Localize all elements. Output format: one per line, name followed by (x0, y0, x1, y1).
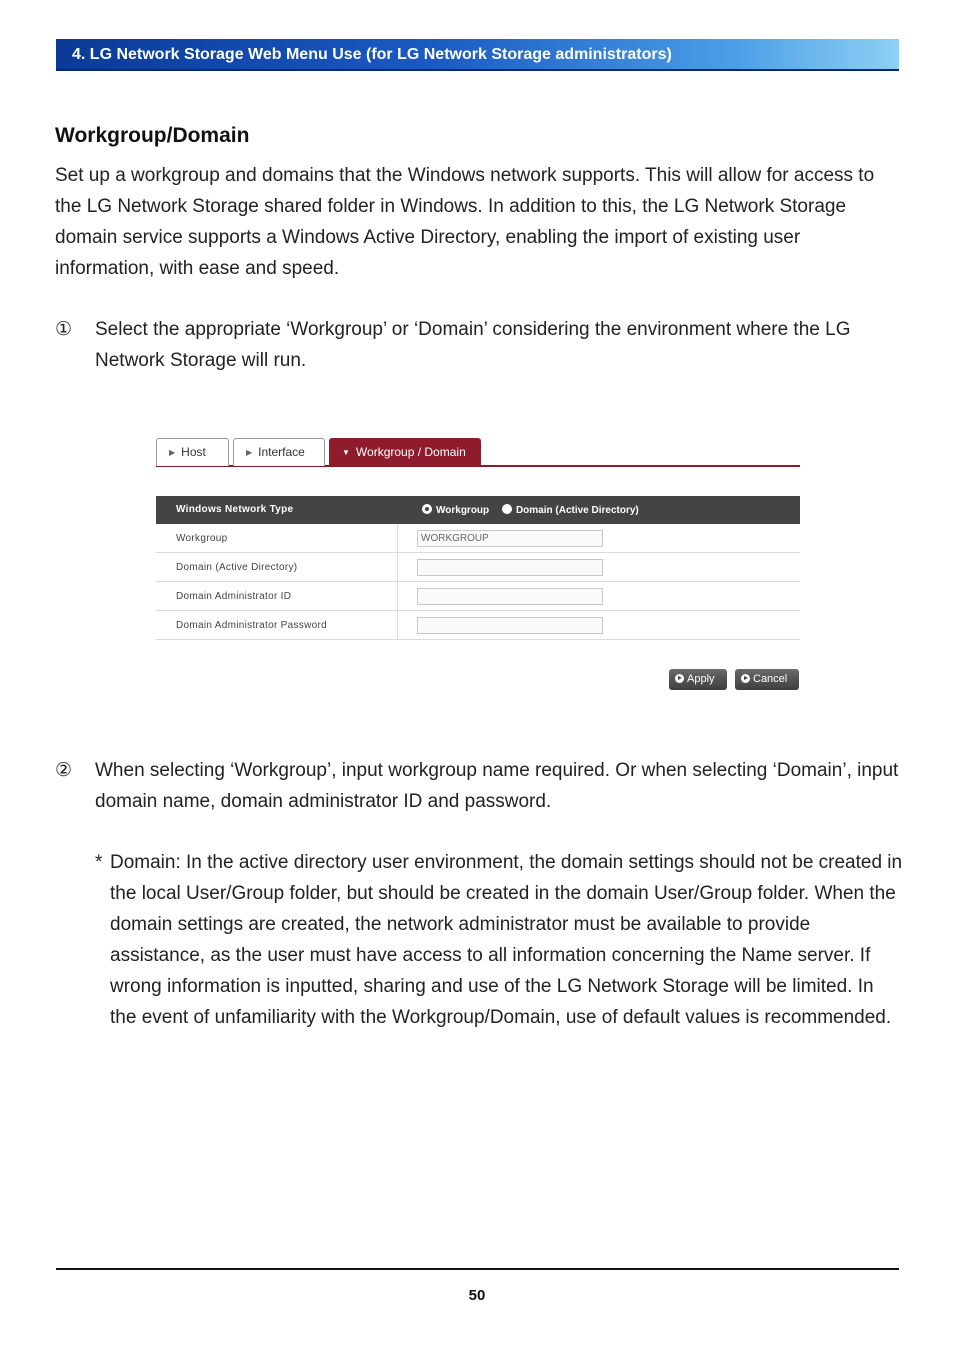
cancel-label: Cancel (753, 673, 788, 685)
step-text: When selecting ‘Workgroup’, input workgroup name required. Or when selecting ‘Domain’, input domain name, domain administrator ID and password. (95, 760, 899, 812)
step-number: ② (55, 760, 73, 781)
tab-host[interactable] (156, 438, 229, 466)
cancel-button[interactable] (735, 669, 799, 690)
radio-workgroup-label: Workgroup (436, 505, 490, 516)
column-divider (397, 553, 398, 582)
network-type-row (156, 496, 800, 524)
workgroup-label: Workgroup (176, 533, 228, 544)
chapter-header-bar (56, 39, 899, 71)
table-row (156, 524, 800, 553)
tab-label: Interface (258, 445, 305, 459)
chevron-right-icon: ▶ (246, 448, 253, 457)
play-circle-icon (741, 674, 750, 683)
intro-paragraph: Set up a workgroup and domains that the Windows network supports. This will allow for access to the LG Network Storage shared folder in Windows. In addition to this, the LG Network Storage domain service supports a Windows Active Directory, enabling the import of existing user information, with ease and speed. (55, 165, 875, 279)
domain-admin-password-label: Domain Administrator Password (176, 620, 327, 631)
table-row (156, 582, 800, 611)
page-number: 50 (468, 1287, 486, 1304)
footer-rule (56, 1268, 899, 1270)
step-2 (55, 755, 900, 817)
apply-label: Apply (687, 673, 715, 685)
network-type-radios (422, 504, 649, 516)
chevron-down-icon: ▼ (342, 448, 350, 457)
apply-button[interactable] (669, 669, 727, 690)
domain-label: Domain (Active Directory) (176, 562, 298, 573)
step-text: Select the appropriate ‘Workgroup’ or ‘Domain’ considering the environment where the LG Network Storage will run. (95, 319, 851, 371)
tab-workgroup-domain[interactable] (329, 438, 481, 466)
domain-admin-id-label: Domain Administrator ID (176, 591, 292, 602)
step-number: ① (55, 319, 73, 340)
step-1 (55, 314, 900, 376)
settings-screenshot (156, 436, 800, 692)
note-text: Domain: In the active directory user environment, the domain settings should not be created in the local User/Group folder, but should be created in the domain User/Group folder. When the domain settings are created, the network administrator must be available to provide assistance, as the user must have access to all information concerning the Name server. If wrong information is inputted, sharing and use of the LG Network Storage will be limited. In the event of unfamiliarity with the Workgroup/Domain, use of default values is recommended. (110, 852, 903, 1028)
column-divider (397, 582, 398, 611)
tab-label: Workgroup / Domain (355, 445, 466, 459)
note-marker: * (95, 852, 103, 873)
network-type-label: Windows Network Type (176, 504, 294, 515)
radio-workgroup[interactable] (422, 504, 432, 514)
domain-admin-id-input[interactable] (417, 588, 603, 605)
domain-input[interactable] (417, 559, 603, 576)
chapter-title: 4. LG Network Storage Web Menu Use (for LG Network Storage administrators) (72, 46, 672, 63)
tab-label: Host (181, 445, 206, 459)
play-circle-icon (675, 674, 684, 683)
tab-interface[interactable] (233, 438, 325, 466)
table-row (156, 611, 800, 640)
column-divider (397, 611, 398, 640)
workgroup-input[interactable]: WORKGROUP (417, 530, 603, 547)
radio-domain[interactable] (502, 504, 512, 514)
domain-admin-password-input[interactable] (417, 617, 603, 634)
radio-domain-label: Domain (Active Directory) (515, 505, 639, 516)
settings-table (156, 496, 800, 640)
chevron-right-icon: ▶ (169, 448, 176, 457)
tab-bar (156, 436, 800, 467)
table-row (156, 553, 800, 582)
section-title: Workgroup/Domain (55, 124, 250, 147)
column-divider (397, 524, 398, 553)
